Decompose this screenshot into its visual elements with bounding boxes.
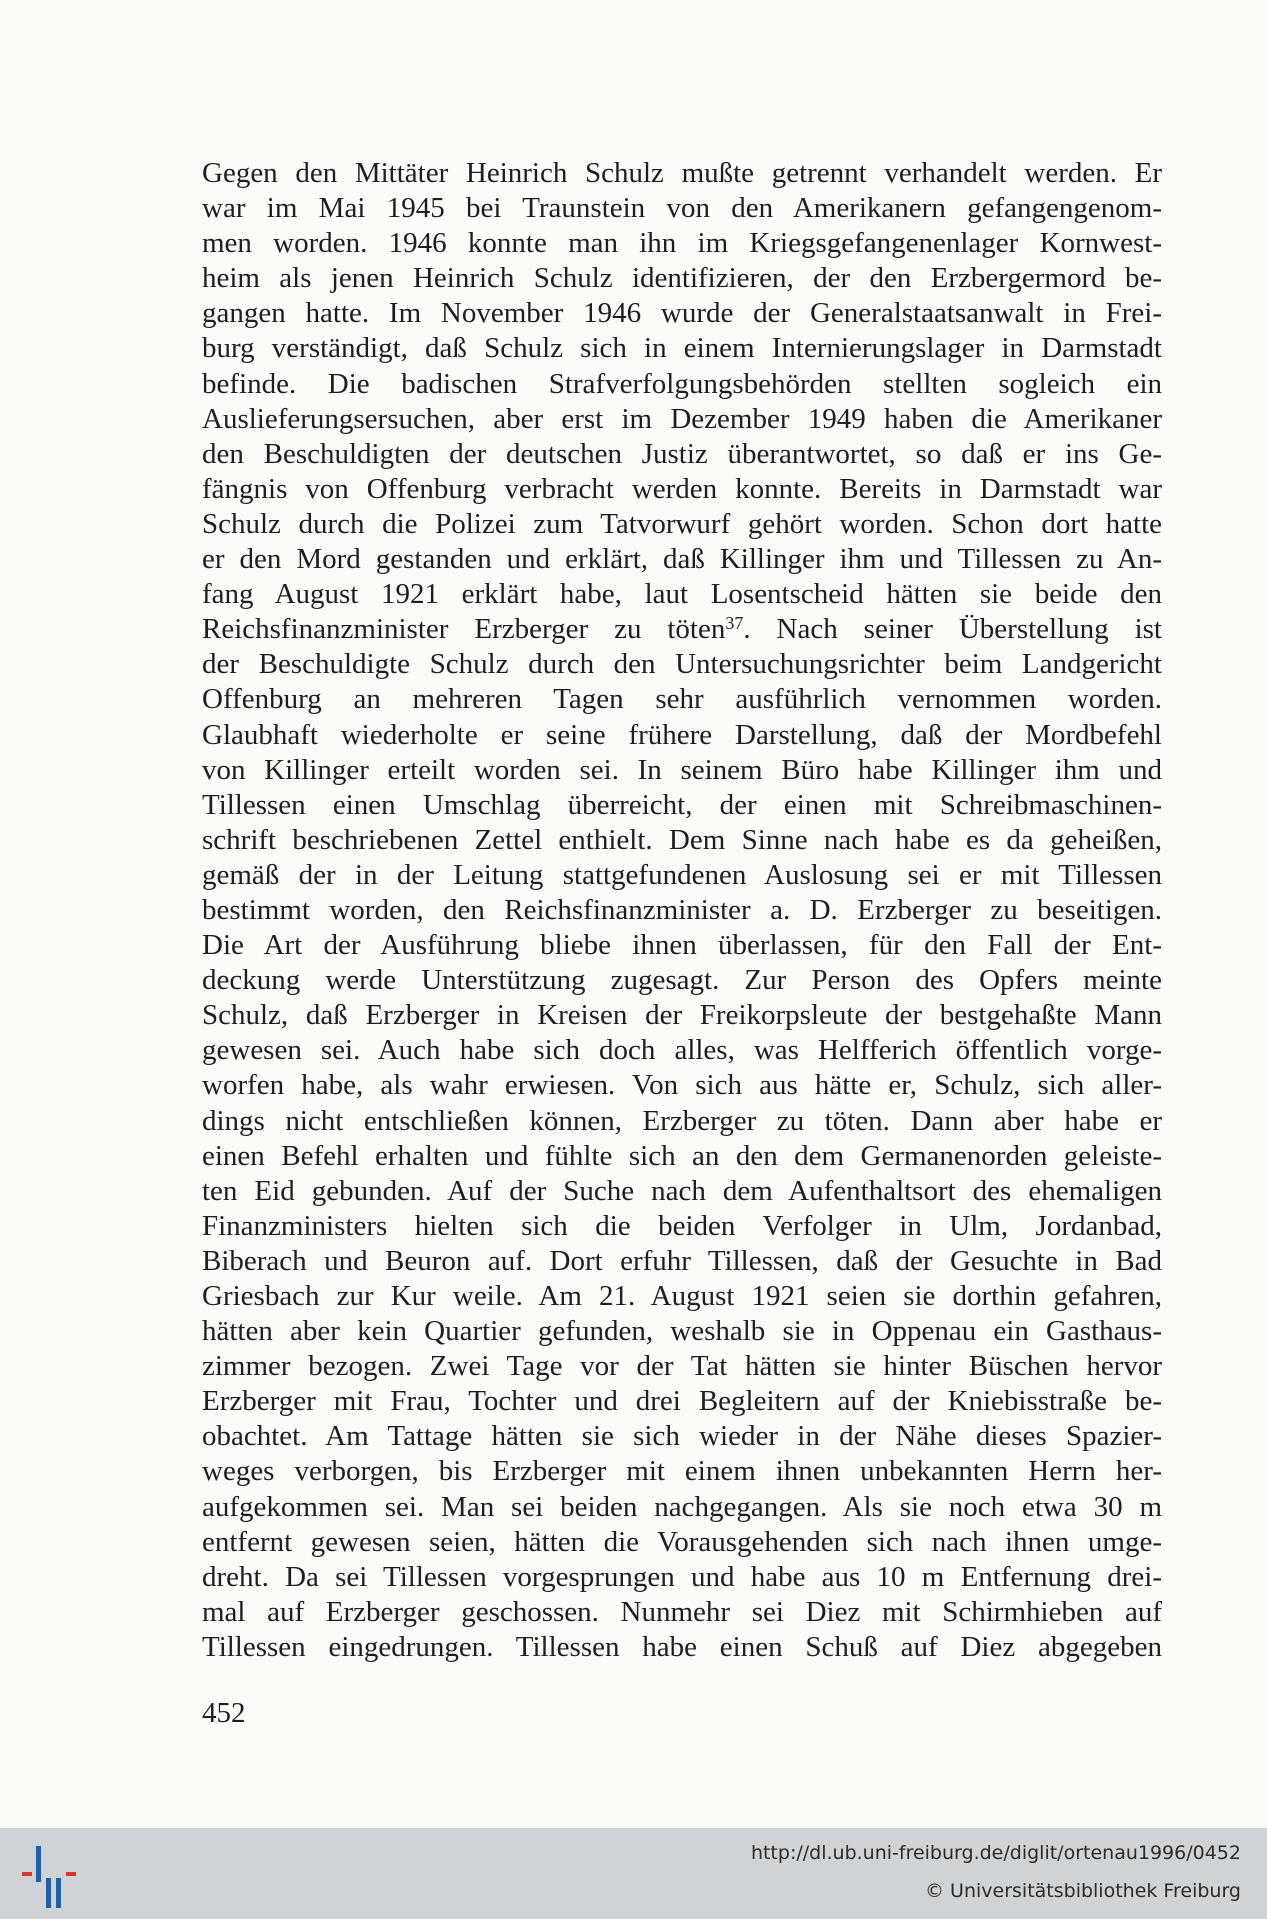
text-line: worfen habe, als wahr erwiesen. Von sich aus hätte er, Schulz, sich aller- xyxy=(202,1069,1162,1102)
text-line: von Killinger erteilt worden sei. In seinem Büro habe Killinger ihm und xyxy=(202,753,1162,786)
text-line: bestimmt worden, den Reichsfinanzminister a. D. Erzberger zu beseitigen. xyxy=(202,893,1162,926)
page-number: 452 xyxy=(202,1697,246,1729)
footnote-line-after: . Nach seiner Überstellung ist xyxy=(743,613,1162,646)
text-line: Offenburg an mehreren Tagen sehr ausführlich vernommen worden. xyxy=(202,683,1162,716)
text-line: obachtet. Am Tattage hätten sie sich wieder in der Nähe dieses Spazier- xyxy=(202,1420,1162,1453)
text-line: deckung werde Unterstützung zugesagt. Zur Person des Opfers meinte xyxy=(202,964,1162,997)
text-line: heim als jenen Heinrich Schulz identifizieren, der den Erzbergermord be- xyxy=(202,262,1162,295)
text-line: er den Mord gestanden und erklärt, daß Killinger ihm und Tillessen zu An- xyxy=(202,543,1162,576)
text-line: Griesbach zur Kur weile. Am 21. August 1921 seien sie dorthin gefahren, xyxy=(202,1280,1162,1312)
text-line: aufgekommen sei. Man sei beiden nachgegangen. Als sie noch etwa 30 m xyxy=(202,1490,1162,1523)
text-line: gangen hatte. Im November 1946 wurde der Generalstaatsanwalt in Frei- xyxy=(202,297,1162,330)
text-line: fang August 1921 erklärt habe, laut Losentscheid hätten sie beide den xyxy=(202,578,1162,611)
footnote-line-before: Reichsfinanzminister Erzberger zu töten xyxy=(202,613,726,646)
logo-red-bar-left xyxy=(22,1872,32,1876)
text-line: Schulz, daß Erzberger in Kreisen der Freikorpsleute der bestgehaßte Mann xyxy=(202,999,1162,1032)
logo-red-bar-right xyxy=(66,1872,76,1876)
viewer-footer xyxy=(0,1828,1267,1919)
logo-blue-bar-low-1 xyxy=(46,1878,51,1908)
ub-freiburg-logo-icon xyxy=(14,1842,84,1912)
text-line: gewesen sei. Auch habe sich doch alles, was Helfferich öffentlich vorge- xyxy=(202,1034,1162,1067)
body-text xyxy=(202,156,1162,1665)
text-line: zimmer bezogen. Zwei Tage vor der Tat hätten sie hinter Büschen hervor xyxy=(202,1350,1162,1383)
text-line: Finanzministers hielten sich die beiden Verfolger in Ulm, Jordanbad, xyxy=(202,1209,1162,1242)
text-line: Tillessen einen Umschlag überreicht, der einen mit Schreibmaschinen- xyxy=(202,788,1162,821)
text-line: men worden. 1946 konnte man ihn im Kriegsgefangenenlager Kornwest- xyxy=(202,227,1162,260)
text-line: gemäß der in der Leitung stattgefundenen Auslosung sei er mit Tillessen xyxy=(202,858,1162,891)
footnote-reference: 37 xyxy=(725,613,744,634)
text-line: ten Eid gebunden. Auf der Suche nach dem Aufenthaltsort des ehemaligen xyxy=(202,1174,1162,1207)
text-line: entfernt gewesen seien, hätten die Vorausgehenden sich nach ihnen umge- xyxy=(202,1525,1162,1558)
text-line: weges verborgen, bis Erzberger mit einem ihnen unbekannten Herrn her- xyxy=(202,1455,1162,1488)
text-line: schrift beschriebenen Zettel enthielt. Dem Sinne nach habe es da geheißen, xyxy=(202,823,1162,856)
logo-blue-bar-low-2 xyxy=(56,1878,61,1908)
text-line: der Beschuldigte Schulz durch den Untersuchungsrichter beim Landgericht xyxy=(202,648,1162,681)
text-line: Erzberger mit Frau, Tochter und drei Begleitern auf der Kniebisstraße be- xyxy=(202,1385,1162,1418)
text-line: dings nicht entschließen können, Erzberger zu töten. Dann aber habe er xyxy=(202,1104,1162,1137)
text-line: war im Mai 1945 bei Traunstein von den Amerikanern gefangengenom- xyxy=(202,192,1162,225)
text-line: Die Art der Ausführung bliebe ihnen überlassen, für den Fall der Ent- xyxy=(202,929,1162,962)
text-line: einen Befehl erhalten und fühlte sich an den dem Germanenorden geleiste- xyxy=(202,1139,1162,1172)
text-line: Biberach und Beuron auf. Dort erfuhr Tillessen, daß der Gesuchte in Bad xyxy=(202,1244,1162,1277)
text-line: Schulz durch die Polizei zum Tatvorwurf gehört worden. Schon dort hatte xyxy=(202,507,1162,540)
logo-blue-bar-tall xyxy=(36,1846,41,1882)
text-line: Auslieferungsersuchen, aber erst im Dezember 1949 haben die Amerikaner xyxy=(202,402,1162,435)
text-line-footnote xyxy=(202,612,1162,647)
text-line: dreht. Da sei Tillessen vorgesprungen und habe aus 10 m Entfernung drei- xyxy=(202,1560,1162,1593)
text-line: Gegen den Mittäter Heinrich Schulz mußte getrennt verhandelt werden. Er xyxy=(202,157,1162,189)
text-line: burg verständigt, daß Schulz sich in einem Internierungslager in Darmstadt xyxy=(202,332,1162,365)
text-line: befinde. Die badischen Strafverfolgungsbehörden stellten sogleich ein xyxy=(202,367,1162,400)
text-line: Glaubhaft wiederholte er seine frühere Darstellung, daß der Mordbefehl xyxy=(202,718,1162,751)
text-line: Tillessen eingedrungen. Tillessen habe einen Schuß auf Diez abgegeben xyxy=(202,1630,1162,1663)
text-line: den Beschuldigten der deutschen Justiz überantwortet, so daß er ins Ge- xyxy=(202,437,1162,470)
text-line: fängnis von Offenburg verbracht werden konnte. Bereits in Darmstadt war xyxy=(202,472,1162,505)
permalink-url[interactable]: http://dl.ub.uni-freiburg.de/diglit/ortenau1996/0452 xyxy=(750,1842,1241,1864)
text-line: mal auf Erzberger geschossen. Nunmehr sei Diez mit Schirmhieben auf xyxy=(202,1595,1162,1628)
text-line: hätten aber kein Quartier gefunden, weshalb sie in Oppenau ein Gasthaus- xyxy=(202,1315,1162,1348)
copyright-notice: © Universitätsbibliothek Freiburg xyxy=(925,1880,1241,1902)
